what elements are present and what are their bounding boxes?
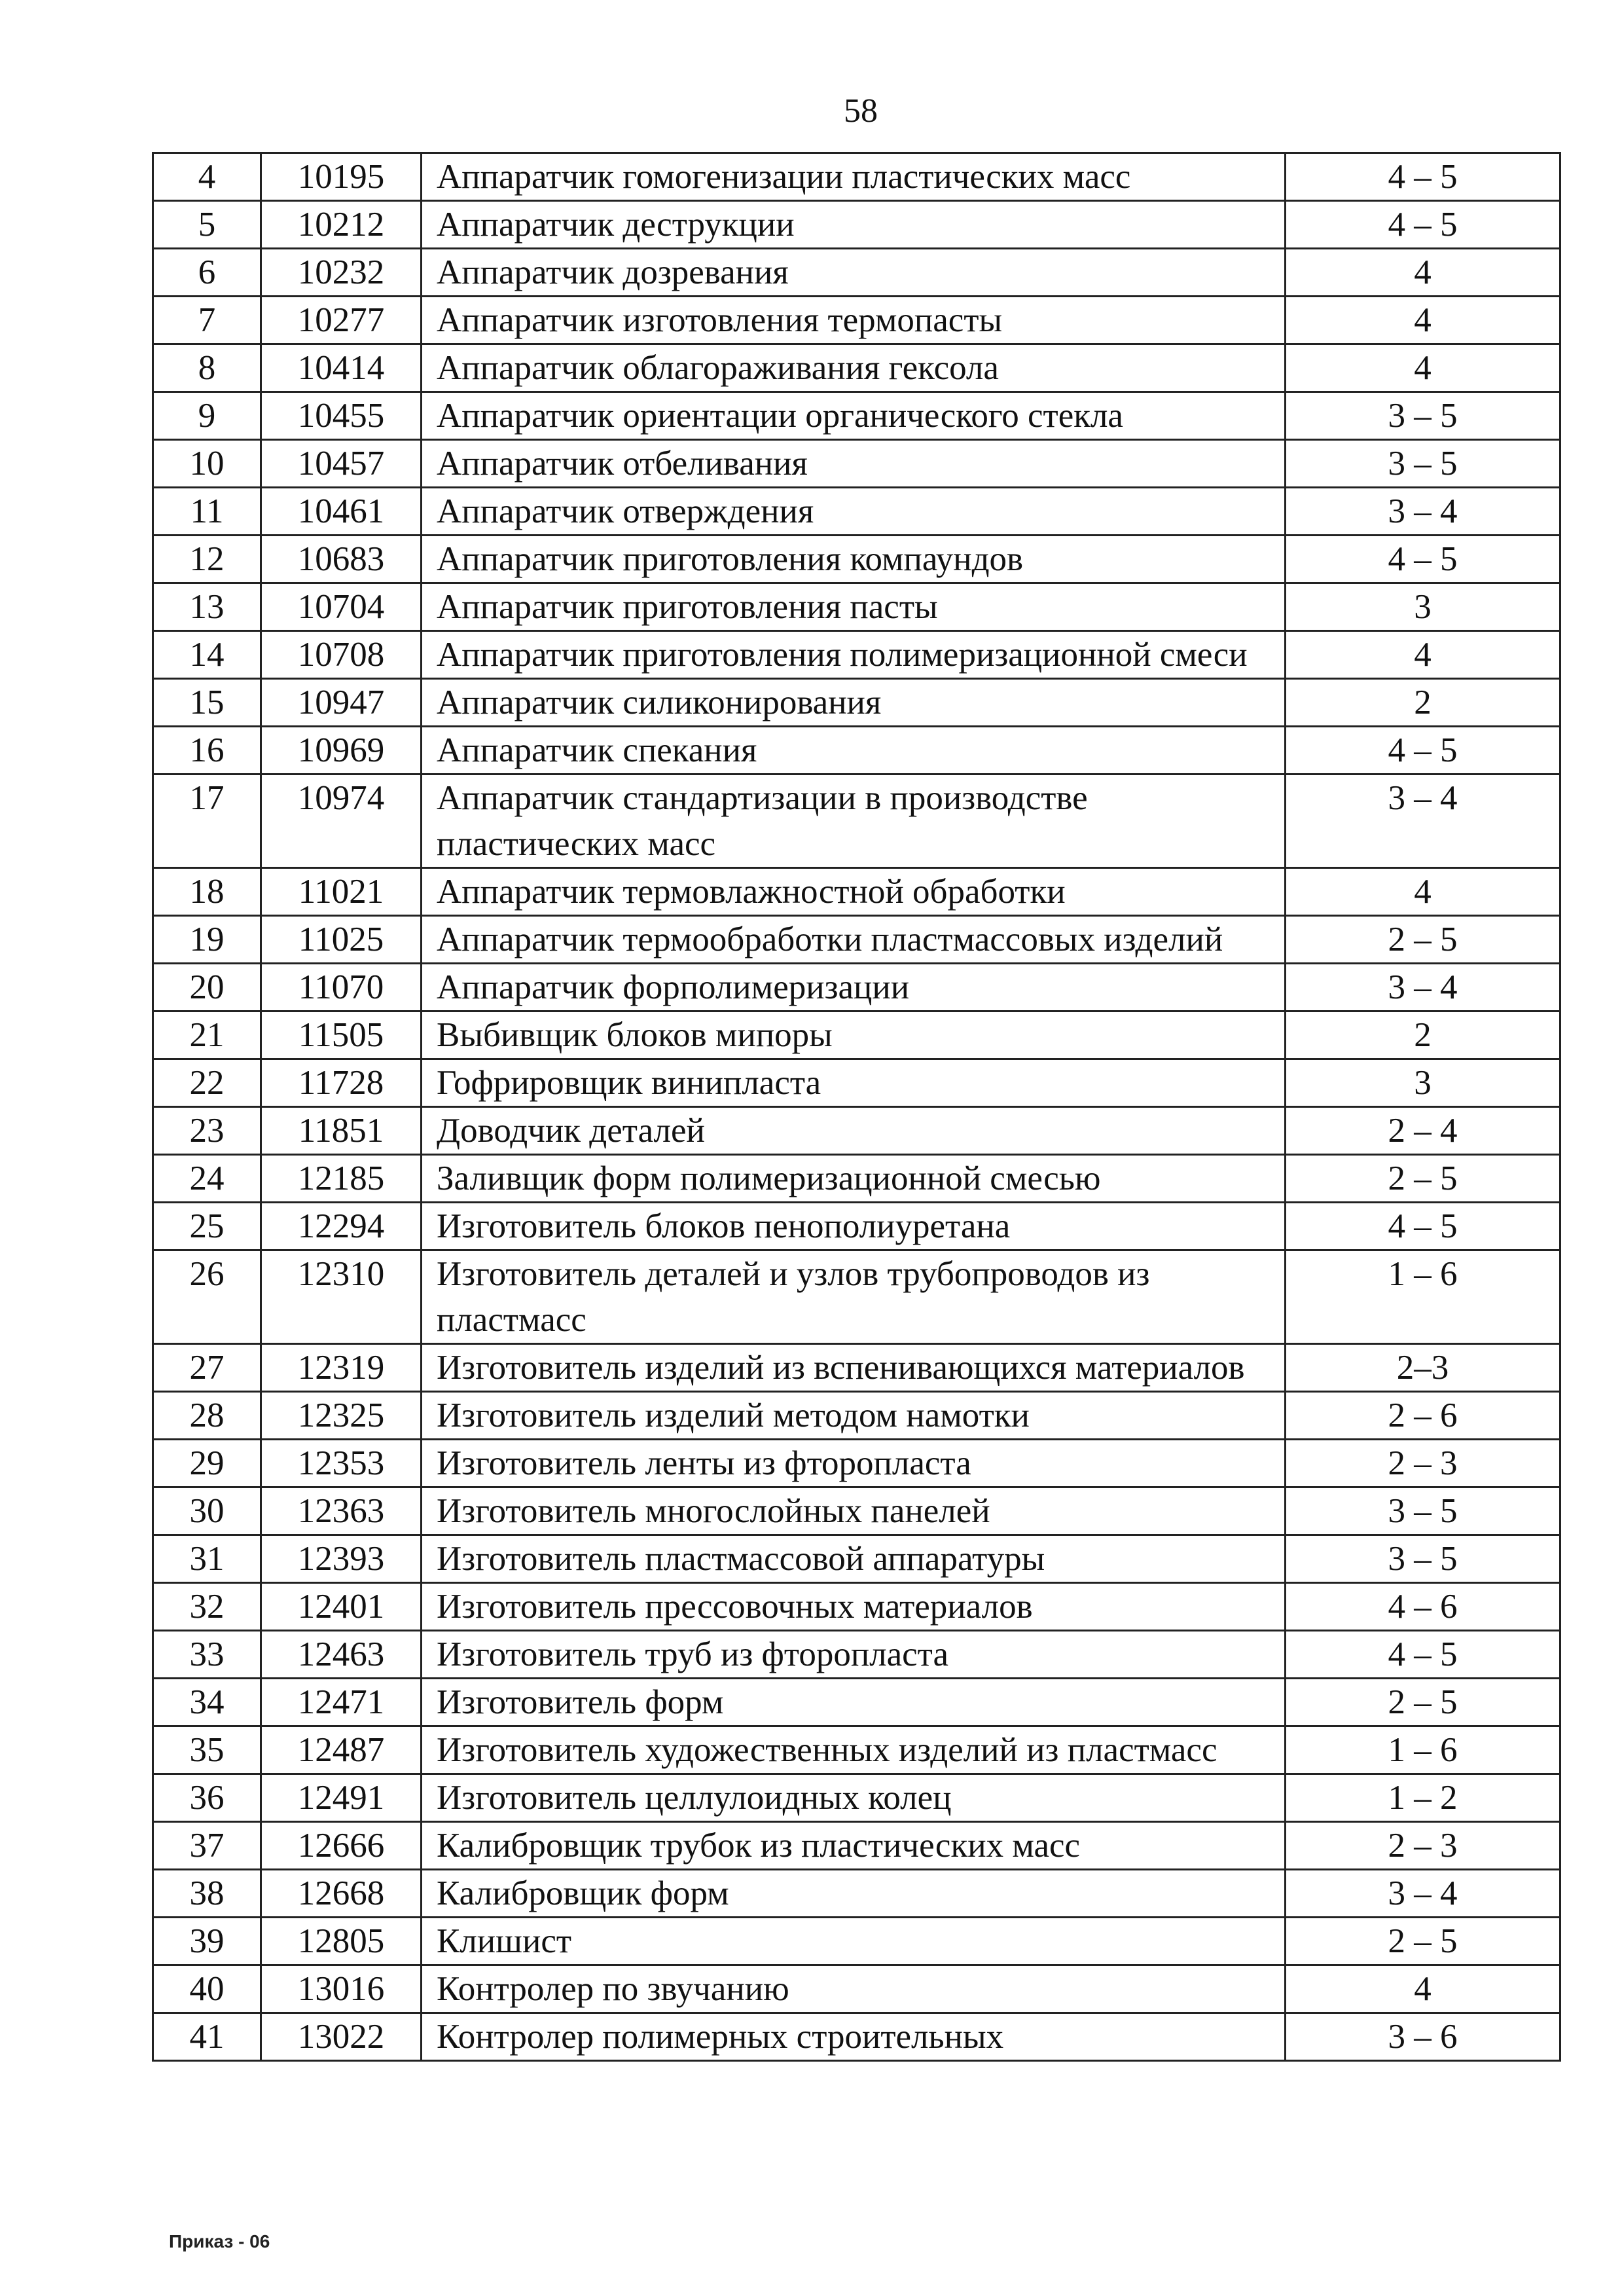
table-row [153, 1679, 1560, 1726]
row-number: 25 [153, 1203, 261, 1250]
qualification-category: 1 – 6 [1286, 1250, 1560, 1344]
row-number: 36 [153, 1774, 261, 1822]
profession-code: 11851 [261, 1107, 422, 1155]
table-row [153, 1203, 1560, 1250]
table-row [153, 1250, 1560, 1344]
qualification-category: 3 – 6 [1286, 2013, 1560, 2061]
table-row [153, 1344, 1560, 1392]
qualification-category: 4 – 5 [1286, 201, 1560, 249]
profession-code: 10708 [261, 631, 422, 679]
table-row [153, 488, 1560, 536]
table-row [153, 201, 1560, 249]
qualification-category: 4 [1286, 868, 1560, 916]
profession-code: 12666 [261, 1822, 422, 1870]
profession-code: 10212 [261, 201, 422, 249]
table-row [153, 344, 1560, 392]
qualification-category: 2 [1286, 679, 1560, 727]
profession-code: 10195 [261, 153, 422, 201]
row-number: 31 [153, 1535, 261, 1583]
table-row [153, 679, 1560, 727]
qualification-category: 4 – 5 [1286, 1631, 1560, 1679]
page-number: 58 [844, 92, 878, 130]
qualification-category: 4 [1286, 297, 1560, 344]
table-row [153, 440, 1560, 488]
row-number: 32 [153, 1583, 261, 1631]
row-number: 37 [153, 1822, 261, 1870]
table-row [153, 536, 1560, 583]
profession-code: 10455 [261, 392, 422, 440]
table-row [153, 1487, 1560, 1535]
row-number: 12 [153, 536, 261, 583]
profession-code: 11070 [261, 964, 422, 1011]
profession-name: Клишист [422, 1918, 1286, 1965]
profession-code: 12353 [261, 1440, 422, 1487]
row-number: 35 [153, 1726, 261, 1774]
footer-label: Приказ - 06 [169, 2231, 270, 2251]
table-row [153, 631, 1560, 679]
qualification-category: 1 – 2 [1286, 1774, 1560, 1822]
qualification-category: 4 [1286, 1965, 1560, 2013]
profession-code: 10414 [261, 344, 422, 392]
qualification-category: 2 – 5 [1286, 916, 1560, 964]
profession-name: Изготовитель пластмассовой аппаратуры [422, 1535, 1286, 1583]
qualification-category: 4 – 6 [1286, 1583, 1560, 1631]
profession-name: Изготовитель труб из фторопласта [422, 1631, 1286, 1679]
profession-code: 12363 [261, 1487, 422, 1535]
profession-name: Аппаратчик отбеливания [422, 440, 1286, 488]
row-number: 30 [153, 1487, 261, 1535]
row-number: 19 [153, 916, 261, 964]
profession-name: Выбивщик блоков мипоры [422, 1011, 1286, 1059]
profession-name: Аппаратчик изготовления термопасты [422, 297, 1286, 344]
row-number: 34 [153, 1679, 261, 1726]
qualification-category: 4 – 5 [1286, 536, 1560, 583]
qualification-category: 3 – 5 [1286, 1535, 1560, 1583]
qualification-category: 3 – 5 [1286, 392, 1560, 440]
profession-code: 13016 [261, 1965, 422, 2013]
table-row [153, 727, 1560, 774]
row-number: 38 [153, 1870, 261, 1918]
table-row [153, 1583, 1560, 1631]
profession-code: 12319 [261, 1344, 422, 1392]
qualification-category: 2 [1286, 1011, 1560, 1059]
row-number: 20 [153, 964, 261, 1011]
qualification-category: 4 [1286, 344, 1560, 392]
qualification-category: 3 – 4 [1286, 488, 1560, 536]
row-number: 39 [153, 1918, 261, 1965]
profession-code: 13022 [261, 2013, 422, 2061]
qualification-category: 2 – 5 [1286, 1918, 1560, 1965]
profession-code: 10277 [261, 297, 422, 344]
qualification-category: 2–3 [1286, 1344, 1560, 1392]
table-row [153, 249, 1560, 297]
qualification-category: 2 – 3 [1286, 1440, 1560, 1487]
profession-name: Аппаратчик термообработки пластмассовых изделий [422, 916, 1286, 964]
qualification-category: 3 – 4 [1286, 1870, 1560, 1918]
row-number: 24 [153, 1155, 261, 1203]
row-number: 40 [153, 1965, 261, 2013]
profession-code: 10683 [261, 536, 422, 583]
qualification-category: 3 [1286, 583, 1560, 631]
profession-code: 12393 [261, 1535, 422, 1583]
qualification-category: 4 [1286, 249, 1560, 297]
professions-table-body [153, 153, 1560, 2061]
table-row [153, 1107, 1560, 1155]
profession-name: Доводчик деталей [422, 1107, 1286, 1155]
profession-code: 12491 [261, 1774, 422, 1822]
row-number: 9 [153, 392, 261, 440]
table-row [153, 964, 1560, 1011]
profession-code: 10974 [261, 774, 422, 868]
table-row [153, 774, 1560, 868]
table-row [153, 868, 1560, 916]
qualification-category: 4 – 5 [1286, 153, 1560, 201]
table-row [153, 1726, 1560, 1774]
qualification-category: 4 – 5 [1286, 1203, 1560, 1250]
qualification-category: 3 – 4 [1286, 774, 1560, 868]
professions-table [152, 152, 1561, 2062]
profession-name: Изготовитель ленты из фторопласта [422, 1440, 1286, 1487]
profession-code: 10232 [261, 249, 422, 297]
row-number: 5 [153, 201, 261, 249]
table-row [153, 1631, 1560, 1679]
profession-name: Изготовитель деталей и узлов трубопроводов из пластмасс [422, 1250, 1286, 1344]
profession-name: Контролер полимерных строительных [422, 2013, 1286, 2061]
profession-name: Аппаратчик деструкции [422, 201, 1286, 249]
profession-code: 12185 [261, 1155, 422, 1203]
profession-name: Аппаратчик форполимеризации [422, 964, 1286, 1011]
profession-code: 12463 [261, 1631, 422, 1679]
table-row [153, 1965, 1560, 2013]
profession-name: Изготовитель прессовочных материалов [422, 1583, 1286, 1631]
qualification-category: 2 – 5 [1286, 1679, 1560, 1726]
table-row [153, 2013, 1560, 2061]
qualification-category: 3 – 4 [1286, 964, 1560, 1011]
profession-name: Изготовитель художественных изделий из пластмасс [422, 1726, 1286, 1774]
row-number: 29 [153, 1440, 261, 1487]
table-row [153, 583, 1560, 631]
profession-name: Калибровщик форм [422, 1870, 1286, 1918]
profession-code: 12294 [261, 1203, 422, 1250]
table-row [153, 1535, 1560, 1583]
qualification-category: 4 [1286, 631, 1560, 679]
profession-name: Заливщик форм полимеризационной смесью [422, 1155, 1286, 1203]
table-row [153, 1440, 1560, 1487]
profession-code: 11021 [261, 868, 422, 916]
profession-code: 11025 [261, 916, 422, 964]
row-number: 28 [153, 1392, 261, 1440]
row-number: 6 [153, 249, 261, 297]
profession-name: Изготовитель целлулоидных колец [422, 1774, 1286, 1822]
row-number: 21 [153, 1011, 261, 1059]
table-row [153, 916, 1560, 964]
table-row [153, 1059, 1560, 1107]
profession-name: Калибровщик трубок из пластических масс [422, 1822, 1286, 1870]
profession-code: 12805 [261, 1918, 422, 1965]
table-row [153, 392, 1560, 440]
row-number: 17 [153, 774, 261, 868]
row-number: 41 [153, 2013, 261, 2061]
profession-code: 12310 [261, 1250, 422, 1344]
row-number: 33 [153, 1631, 261, 1679]
profession-name: Аппаратчик термовлажностной обработки [422, 868, 1286, 916]
profession-code: 12487 [261, 1726, 422, 1774]
profession-code: 12668 [261, 1870, 422, 1918]
row-number: 8 [153, 344, 261, 392]
profession-name: Аппаратчик спекания [422, 727, 1286, 774]
table-row [153, 153, 1560, 201]
table-row [153, 1918, 1560, 1965]
table-row [153, 1011, 1560, 1059]
row-number: 22 [153, 1059, 261, 1107]
row-number: 23 [153, 1107, 261, 1155]
profession-code: 12471 [261, 1679, 422, 1726]
profession-code: 12325 [261, 1392, 422, 1440]
row-number: 11 [153, 488, 261, 536]
row-number: 15 [153, 679, 261, 727]
profession-code: 10947 [261, 679, 422, 727]
qualification-category: 4 – 5 [1286, 727, 1560, 774]
row-number: 18 [153, 868, 261, 916]
row-number: 26 [153, 1250, 261, 1344]
table-row [153, 1155, 1560, 1203]
qualification-category: 3 [1286, 1059, 1560, 1107]
profession-code: 10461 [261, 488, 422, 536]
profession-code: 10969 [261, 727, 422, 774]
qualification-category: 3 – 5 [1286, 1487, 1560, 1535]
profession-name: Контролер по звучанию [422, 1965, 1286, 2013]
profession-name: Аппаратчик приготовления компаундов [422, 536, 1286, 583]
qualification-category: 2 – 3 [1286, 1822, 1560, 1870]
table-row [153, 1774, 1560, 1822]
profession-name: Гофрировщик винипласта [422, 1059, 1286, 1107]
profession-name: Изготовитель изделий методом намотки [422, 1392, 1286, 1440]
row-number: 13 [153, 583, 261, 631]
profession-code: 10704 [261, 583, 422, 631]
table-row [153, 297, 1560, 344]
qualification-category: 3 – 5 [1286, 440, 1560, 488]
profession-name: Изготовитель форм [422, 1679, 1286, 1726]
profession-name: Аппаратчик приготовления пасты [422, 583, 1286, 631]
profession-name: Изготовитель блоков пенополиуретана [422, 1203, 1286, 1250]
row-number: 14 [153, 631, 261, 679]
profession-name: Аппаратчик отверждения [422, 488, 1286, 536]
profession-name: Аппаратчик ориентации органического стекла [422, 392, 1286, 440]
profession-name: Аппаратчик приготовления полимеризационной смеси [422, 631, 1286, 679]
table-row [153, 1822, 1560, 1870]
profession-name: Изготовитель многослойных панелей [422, 1487, 1286, 1535]
profession-code: 10457 [261, 440, 422, 488]
profession-name: Аппаратчик стандартизации в производстве пластических масс [422, 774, 1286, 868]
qualification-category: 2 – 5 [1286, 1155, 1560, 1203]
qualification-category: 1 – 6 [1286, 1726, 1560, 1774]
row-number: 27 [153, 1344, 261, 1392]
profession-name: Аппаратчик дозревания [422, 249, 1286, 297]
profession-name: Аппаратчик облагораживания гексола [422, 344, 1286, 392]
row-number: 4 [153, 153, 261, 201]
profession-name: Аппаратчик гомогенизации пластических масс [422, 153, 1286, 201]
profession-code: 11728 [261, 1059, 422, 1107]
profession-code: 12401 [261, 1583, 422, 1631]
row-number: 10 [153, 440, 261, 488]
table-row [153, 1392, 1560, 1440]
profession-name: Аппаратчик силиконирования [422, 679, 1286, 727]
profession-name: Изготовитель изделий из вспенивающихся материалов [422, 1344, 1286, 1392]
table-row [153, 1870, 1560, 1918]
row-number: 16 [153, 727, 261, 774]
row-number: 7 [153, 297, 261, 344]
qualification-category: 2 – 6 [1286, 1392, 1560, 1440]
qualification-category: 2 – 4 [1286, 1107, 1560, 1155]
profession-code: 11505 [261, 1011, 422, 1059]
